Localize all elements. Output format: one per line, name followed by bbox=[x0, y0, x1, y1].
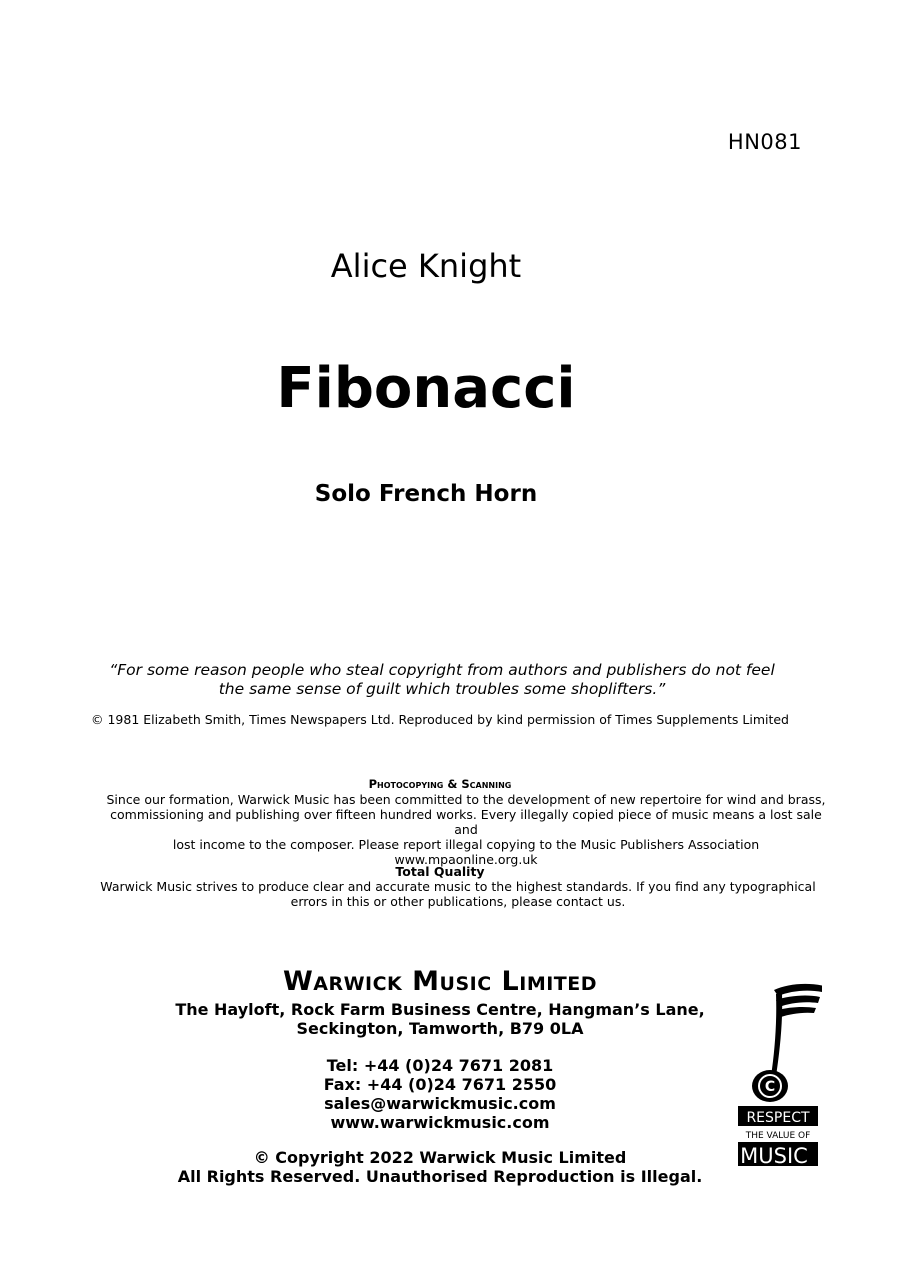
website-address: www.warwickmusic.com bbox=[330, 1113, 550, 1132]
catalog-number: HN081 bbox=[727, 130, 802, 154]
phone-number: Tel: +44 (0)24 7671 2081 bbox=[326, 1056, 554, 1075]
piece-title: Fibonacci bbox=[276, 356, 576, 421]
photocopying-heading: Photocopying & Scanning bbox=[368, 777, 512, 791]
photocopying-line: commissioning and publishing over fifteen hundred works. Every illegally copied piece of music means a lost sale and bbox=[110, 807, 822, 837]
logo-text-respect: RESPECT bbox=[746, 1110, 810, 1126]
total-quality-line: Warwick Music strives to produce clear and accurate music to the highest standards. If you find any typographical bbox=[100, 879, 816, 894]
total-quality-line: errors in this or other publications, please contact us. bbox=[290, 894, 626, 909]
rights-line: All Rights Reserved. Unauthorised Reproduction is Illegal. bbox=[177, 1167, 703, 1186]
photocopying-line: Since our formation, Warwick Music has been committed to the development of new repertoire for wind and brass, bbox=[106, 792, 826, 807]
address-line-1: The Hayloft, Rock Farm Business Centre, Hangman’s Lane, bbox=[175, 1000, 705, 1019]
quote-line-2: the same sense of guilt which troubles some shoplifters.” bbox=[218, 680, 666, 698]
total-quality-text bbox=[100, 879, 816, 909]
instrumentation: Solo French Horn bbox=[314, 481, 538, 507]
copyright-quote bbox=[0, 661, 884, 699]
logo-text-music: MUSIC bbox=[740, 1144, 808, 1168]
fax-number: Fax: +44 (0)24 7671 2550 bbox=[323, 1075, 557, 1094]
logo-text-value: THE VALUE OF bbox=[745, 1131, 811, 1141]
email-address: sales@warwickmusic.com bbox=[324, 1094, 556, 1113]
quote-line-1: “For some reason people who steal copyright from authors and publishers do not feel bbox=[109, 661, 775, 679]
svg-text:C: C bbox=[764, 1079, 776, 1095]
publisher-name: Warwick Music Limited bbox=[282, 966, 598, 997]
total-quality-heading: Total Quality bbox=[395, 864, 485, 879]
photocopying-text bbox=[100, 792, 832, 867]
photocopying-line: lost income to the composer. Please report illegal copying to the Music Publishers Association www.mpaonline.org.uk bbox=[172, 837, 760, 867]
copyright-line: © Copyright 2022 Warwick Music Limited bbox=[253, 1148, 627, 1167]
composer-name: Alice Knight bbox=[330, 247, 522, 285]
address-line-2: Seckington, Tamworth, B79 0LA bbox=[296, 1019, 584, 1038]
quote-credit: © 1981 Elizabeth Smith, Times Newspapers Ltd. Reproduced by kind permission of Times Supplements Limited bbox=[91, 712, 789, 727]
respect-music-logo bbox=[736, 980, 822, 1170]
